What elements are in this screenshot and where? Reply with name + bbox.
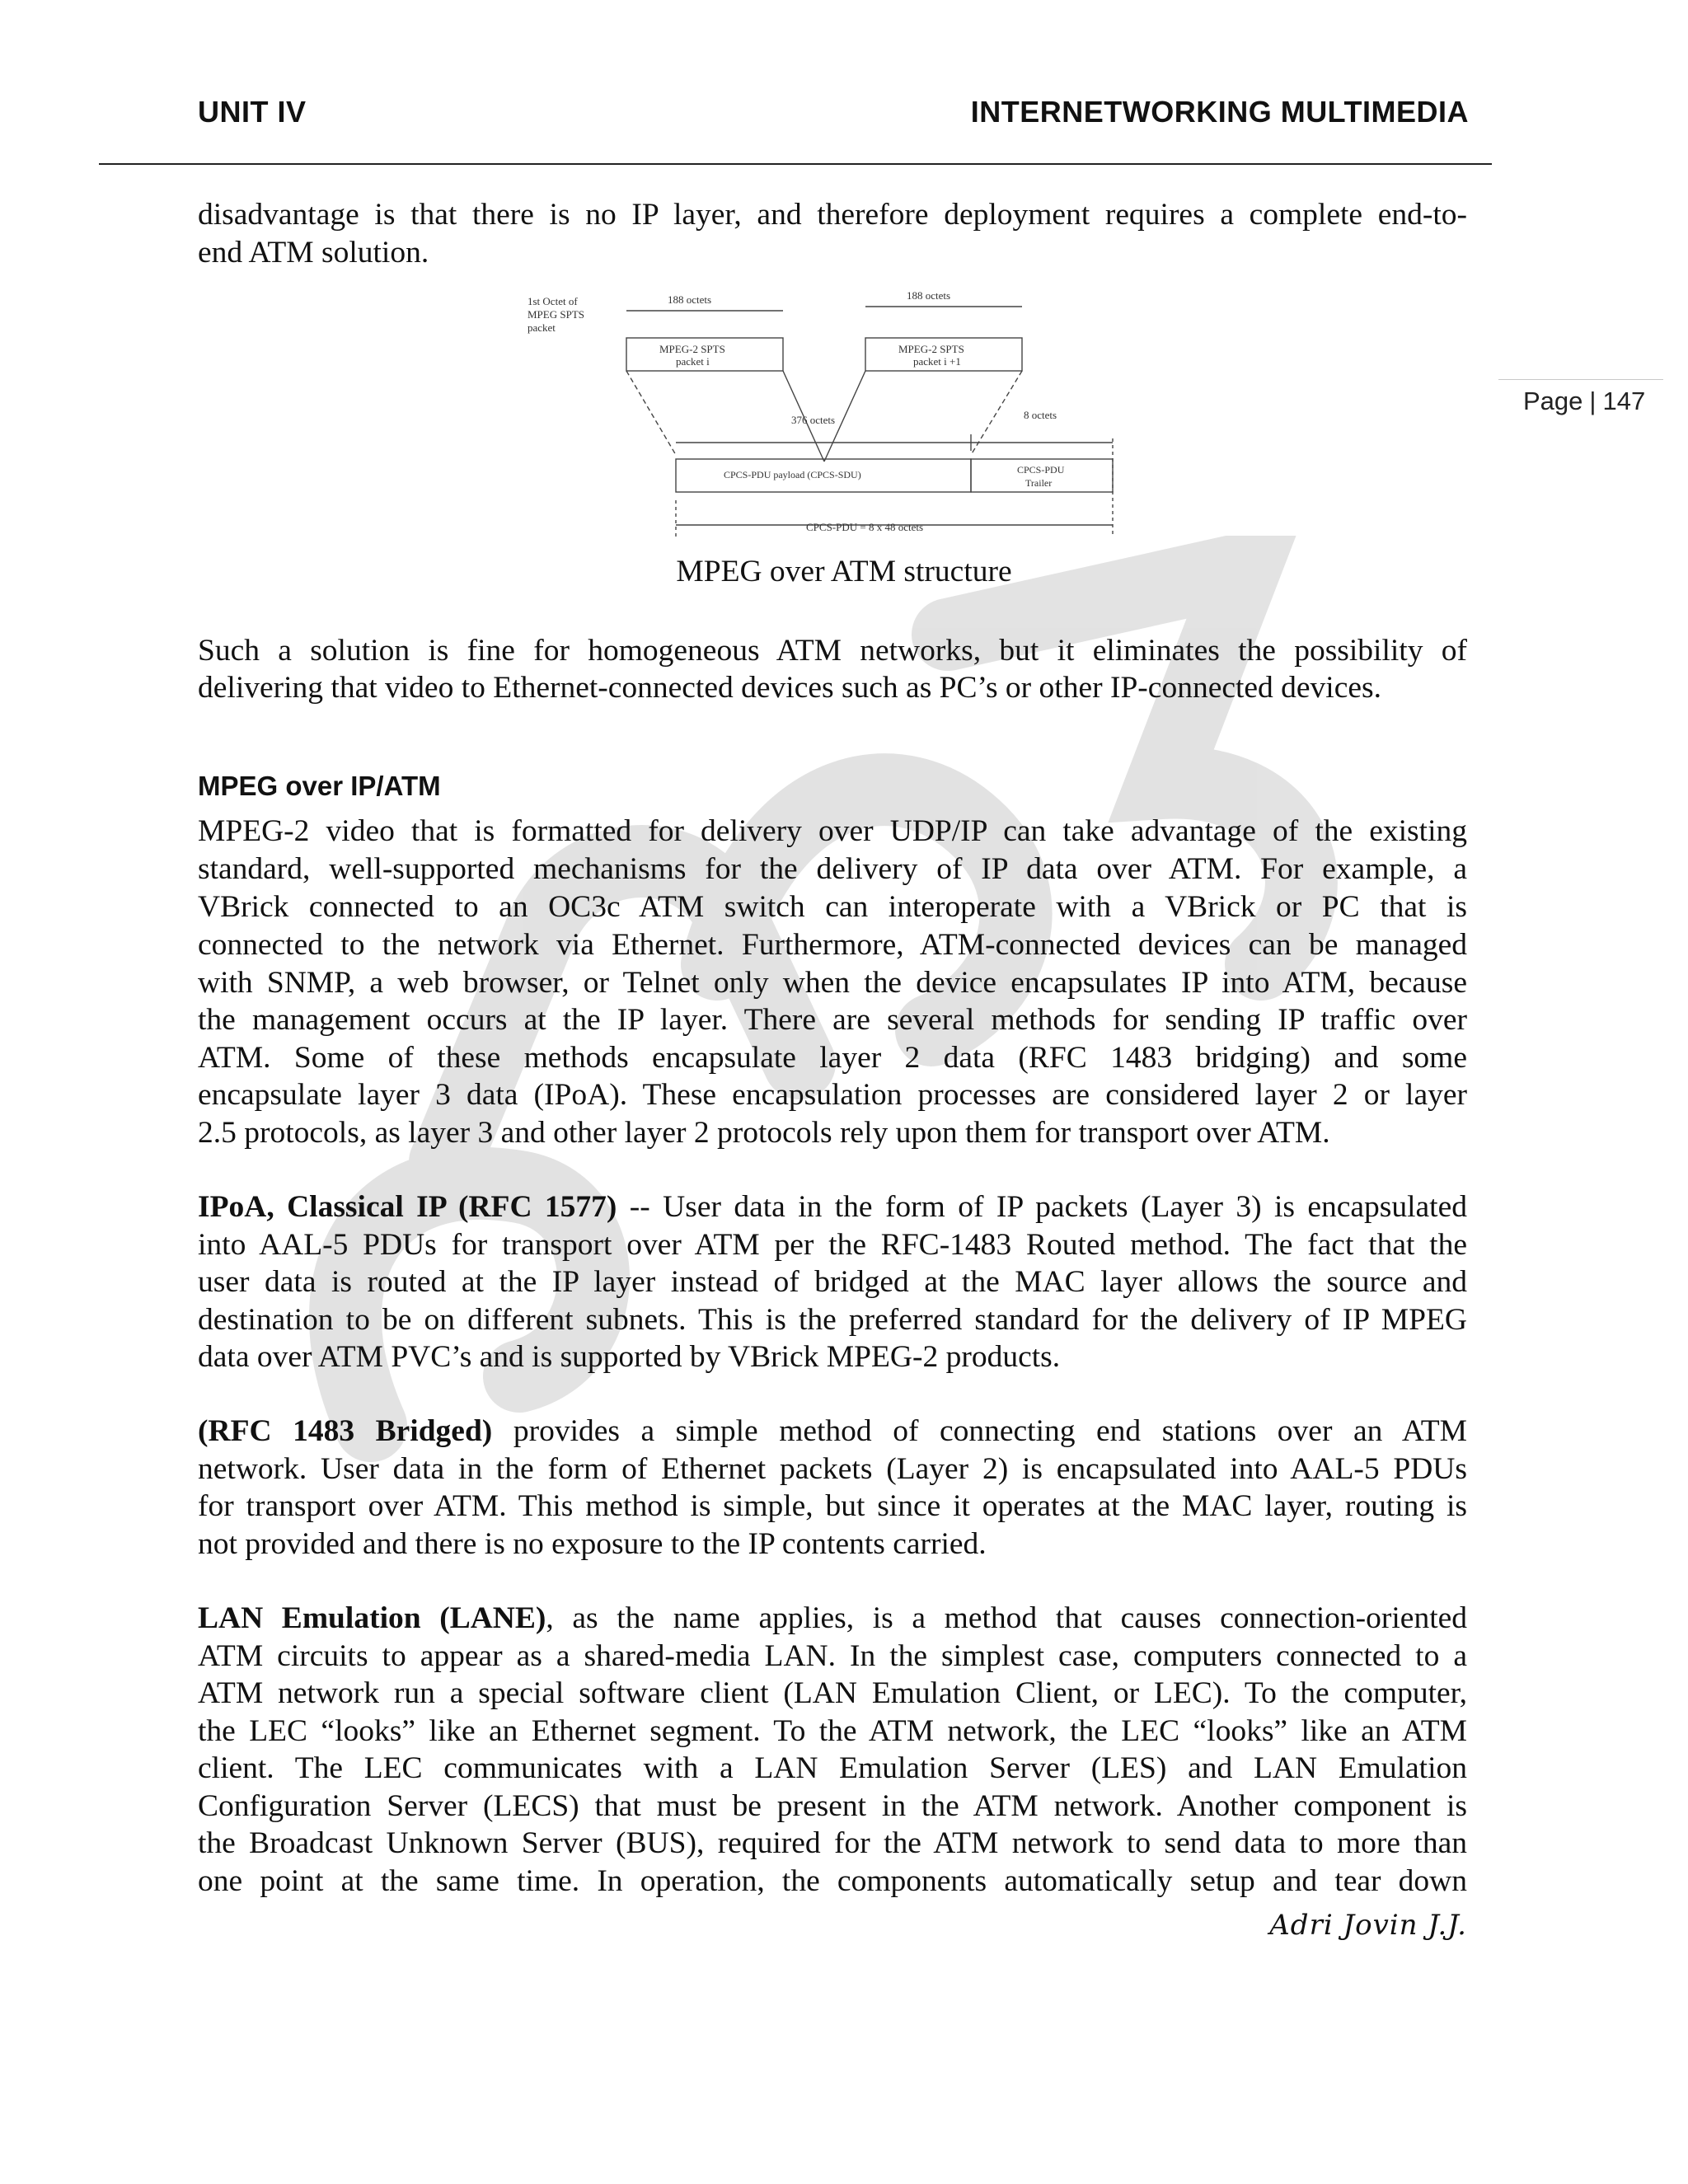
- page-value: 147: [1602, 387, 1646, 415]
- mpeg-atm-diagram: [519, 282, 1146, 546]
- octets-188-right: 188 octets: [907, 289, 951, 302]
- ipoa-line-4: destination to be on different subnets. This is the preferred standard for the delivery of IP MPEG: [198, 1303, 1467, 1337]
- intro-line-2: end ATM solution.: [198, 236, 429, 269]
- ipatm-line-9: 2.5 protocols, as layer 3 and other layer 2 protocols rely upon them for transport over ATM.: [198, 1116, 1330, 1150]
- ipatm-line-8: encapsulate layer 3 data (IPoA). These encapsulation processes are considered layer 2 or layer: [198, 1078, 1467, 1112]
- header-divider: [99, 163, 1492, 165]
- ipoa-line-5: data over ATM PVC’s and is supported by VBrick MPEG-2 products.: [198, 1340, 1061, 1374]
- diag-left-outer: [626, 371, 676, 455]
- page-label: Page: [1523, 387, 1583, 415]
- payload-label: CPCS-PDU payload (CPCS-SDU): [724, 469, 861, 480]
- pkt-i1-line-1: MPEG-2 SPTS: [898, 343, 964, 355]
- header-title: INTERNETWORKING MULTIMEDIA: [970, 95, 1469, 129]
- ipoa-line-3: user data is routed at the IP layer instead of bridged at the MAC layer allows the source and: [198, 1265, 1467, 1299]
- ipoa-line-2: into AAL-5 PDUs for transport over ATM per the RFC-1483 Routed method. The fact that the: [198, 1228, 1467, 1262]
- bridged-line-3: for transport over ATM. This method is simple, but since it operates at the MAC layer, routing is: [198, 1489, 1467, 1523]
- intro-line-1: disadvantage is that there is no IP layer, and therefore deployment requires a complete end-to-: [198, 198, 1467, 232]
- ipoa-term: IPoA, Classical IP (RFC 1577): [198, 1190, 617, 1224]
- solution-line-1: Such a solution is fine for homogeneous ATM networks, but it eliminates the possibility of: [198, 634, 1467, 668]
- trailer-line-1: CPCS-PDU: [1017, 464, 1065, 476]
- ipatm-line-4: connected to the network via Ethernet. Furthermore, ATM-connected devices can be managed: [198, 928, 1467, 962]
- ipatm-line-3: VBrick connected to an OC3c ATM switch can interoperate with a VBrick or PC that is: [198, 890, 1467, 924]
- lane-line-3: ATM network run a special software client (LAN Emulation Client, or LEC). To the computer,: [198, 1676, 1467, 1710]
- lane-line-7: the Broadcast Unknown Server (BUS), required for the ATM network to send data to more than: [198, 1826, 1467, 1860]
- lane-line-6: Configuration Server (LECS) that must be present in the ATM network. Another component is: [198, 1789, 1467, 1823]
- octets-8: 8 octets: [1024, 409, 1057, 421]
- lane-line-4: the LEC “looks” like an Ethernet segment. To the ATM network, the LEC “looks” like an ATM: [198, 1714, 1467, 1748]
- solution-line-2: delivering that video to Ethernet-connected devices such as PC’s or other IP-connected devices.: [198, 671, 1381, 705]
- section-heading: MPEG over IP/ATM: [198, 771, 441, 801]
- first-octet-line-2: MPEG SPTS: [528, 308, 584, 321]
- page-number: [1523, 387, 1645, 416]
- first-octet-line-3: packet: [528, 321, 556, 334]
- ipatm-line-5: with SNMP, a web browser, or Telnet only when the device encapsulates IP into ATM, because: [198, 966, 1467, 1000]
- author-signature: Adri Jovin J.J.: [1269, 1909, 1467, 1942]
- ipoa-line-1-text: -- User data in the form of IP packets (Layer 3) is encapsulated: [617, 1190, 1467, 1224]
- lane-term: LAN Emulation (LANE): [198, 1601, 546, 1635]
- figure-caption: MPEG over ATM structure: [676, 555, 1012, 588]
- first-octet-line-1: 1st Octet of: [528, 295, 578, 307]
- lane-line-1: [198, 1600, 1467, 1638]
- octets-376: 376 octets: [791, 414, 836, 426]
- lane-line-2: ATM circuits to appear as a shared-media LAN. In the simplest case, computers connected to a: [198, 1639, 1467, 1673]
- pkt-i1-line-2: packet i +1: [913, 355, 961, 368]
- bridged-line-4: not provided and there is no exposure to the IP contents carried.: [198, 1527, 987, 1561]
- lane-line-8: one point at the same time. In operation, the components automatically setup and tear down: [198, 1864, 1467, 1898]
- ipoa-line-1: [198, 1188, 1467, 1226]
- lane-line-5: client. The LEC communicates with a LAN Emulation Server (LES) and LAN Emulation: [198, 1751, 1467, 1785]
- ipatm-line-7: ATM. Some of these methods encapsulate layer 2 data (RFC 1483 bridging) and some: [198, 1041, 1467, 1075]
- ipatm-line-2: standard, well-supported mechanisms for the delivery of IP data over ATM. For example, a: [198, 852, 1467, 886]
- bridged-line-1-text: provides a simple method of connecting end stations over an ATM: [492, 1414, 1468, 1448]
- bridged-line-2: network. User data in the form of Ethernet packets (Layer 2) is encapsulated into AAL-5 PDUs: [198, 1452, 1467, 1486]
- pkt-i-line-2: packet i: [676, 355, 710, 368]
- page-number-divider: [1498, 379, 1663, 380]
- page-separator: |: [1589, 387, 1597, 415]
- lane-line-1-text: , as the name applies, is a method that causes connection-oriented: [546, 1601, 1468, 1635]
- ipatm-line-1: MPEG-2 video that is formatted for delivery over UDP/IP can take advantage of the existing: [198, 814, 1467, 848]
- mpeg-atm-figure: [519, 282, 1146, 546]
- ipatm-line-6: the management occurs at the IP layer. There are several methods for sending IP traffic over: [198, 1003, 1467, 1037]
- total-label: CPCS-PDU = 8 x 48 octets: [806, 521, 924, 533]
- trailer-line-2: Trailer: [1025, 477, 1053, 489]
- pkt-i-line-1: MPEG-2 SPTS: [659, 343, 725, 355]
- bridged-term: (RFC 1483 Bridged): [198, 1414, 493, 1448]
- header-unit: UNIT IV: [198, 95, 307, 129]
- bridged-line-1: [198, 1413, 1467, 1451]
- octets-188-left: 188 octets: [668, 293, 712, 306]
